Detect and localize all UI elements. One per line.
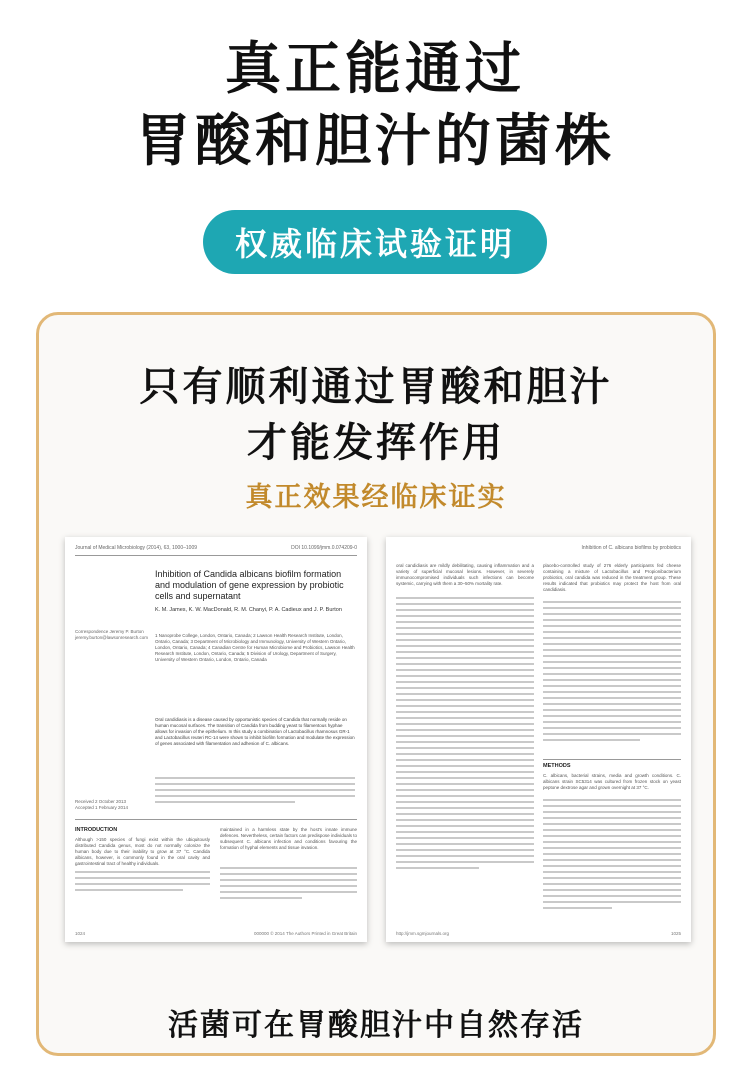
card-title (39, 359, 713, 471)
paper-page-right (386, 537, 691, 942)
headline (0, 34, 750, 178)
paper-right-footer (396, 931, 681, 936)
paper-authors: K. M. James, K. W. MacDonald, R. M. Chanyi, P. A. Cadieux and J. P. Burton (155, 607, 342, 613)
correspondence-note: Correspondence Jeremy P. Burton jeremy.burton@lawsonresearch.com (75, 629, 149, 640)
card-title-line1: 只有顺利通过胃酸和胆汁 (139, 364, 613, 410)
headline-line2: 胃酸和胆汁的菌株 (135, 109, 615, 174)
banner-label: 权威临床试验证明 (234, 225, 515, 263)
methods-text: C. albicans, bacterial strains, media and growth conditions. C. albicans strain SC5314 was cultured from frozen stock on yeast peptone dextrose agar and grown overnight at 37 °C. (543, 773, 681, 790)
intro-text-lines (75, 871, 210, 895)
paper-left-footer (75, 931, 357, 936)
received-dates: Received 2 October 2013 Accepted 1 February 2014 (75, 799, 129, 810)
card-caption: 活菌可在胃酸胆汁中自然存活 (168, 1008, 584, 1043)
paper-abstract: Oral candidiasis is a disease caused by opportunistic species of Candida that normally reside on human mucosal surfaces. The transition of Candida from budding yeast to filamentous hyphae allows for invasion of the epithelium. In this study a combination of Lactobacillus rhamnosus GR-1 and Lactobacillus reuteri RC-14 were shown to inhibit biofilm formation and modulate the expression of genes associated with filamentation and adhesion of C. albicans. (155, 717, 355, 746)
abstract-text-lines (155, 777, 355, 807)
paper-left-header (75, 545, 357, 551)
paper-title: Inhibition of Candida albicans biofilm formation and modulation of gene expression by probiotic cells and supernatant (155, 569, 344, 601)
methods-heading: METHODS (543, 763, 571, 769)
card-subtitle: 真正效果经临床证实 (245, 482, 507, 513)
page-number-left: 1024 (75, 931, 86, 936)
paper-right-header (396, 545, 681, 551)
page-number-right: 1025 (670, 931, 681, 936)
paper-page-left (65, 537, 367, 942)
right-column1-lines (396, 597, 534, 873)
right-column1-text: oral candidiasis are mildly debilitating, causing inflammation and a variety of superficial mucosal lesions. However, in severely immunocompromised individuals such infections can become systemic, carrying with them a 30–50% mortality rate. (396, 563, 534, 586)
evidence-card (36, 312, 716, 1056)
headline-line1: 真正能通过 (225, 37, 525, 102)
copyright-note: 000000 © 2014 The Authors Printed in Great Britain (253, 931, 357, 936)
paper-affiliations: 1 Nanoprobe College, London, Ontario, Canada; 2 Lawson Health Research Institute, London, Ontario, Canada; 3 Department of Microbiology and Immunology, University of Western Ontario, London, Ontario, Canada; 4 Canadian Centre for Human Microbiome and Probiotics, Lawson Health Research Institute, London, Ontario, Canada; 5 Division of Urology, Department of Surgery, University of Western Ontario, London, Ontario, Canada (155, 633, 355, 662)
right-column2-text: placebo-controlled study of 276 elderly participants fed cheese containing a mixture of Lactobacillus and Propionibacterium probiotics, oral candida was reduced in the treatment group. These results indicated that probiotics may protect the host from oral candidiasis. (543, 563, 681, 592)
journal-citation: Journal of Medical Microbiology (2014), 63, 1000–1009 (75, 545, 198, 551)
intro-rule (75, 819, 357, 820)
methods-rule (543, 759, 681, 760)
header-rule (75, 555, 357, 556)
journal-url: http://jmm.sgmjournals.org (396, 931, 450, 936)
column2-text-lines (220, 867, 357, 903)
running-title: Inhibition of C. albicans biofilms by probiotics (581, 545, 681, 551)
right-column2-lines (543, 601, 681, 745)
doi-text: DOI 10.1099/jmm.0.074209-0 (291, 545, 357, 551)
methods-text-lines (543, 799, 681, 913)
intro-text: Although >150 species of fungi exist within the ubiquitously distributed Candida genus, most do not normally colonize the human body due to their inability to grow at 37 °C. Candida albicans, however, is commonly found in the oral cavity and gastrointestinal tract of healthy individuals. (75, 837, 210, 866)
card-title-line2: 才能发挥作用 (247, 420, 505, 466)
clinical-proof-banner (203, 210, 547, 274)
column2-text: maintained in a harmless state by the host's innate immune defences. Nevertheless, certain factors can predispose individuals to subsequent C. albicans infection and conditions favouring the formation of hyphal elements and tissue invasion. (220, 827, 357, 850)
intro-heading: INTRODUCTION (75, 827, 118, 833)
